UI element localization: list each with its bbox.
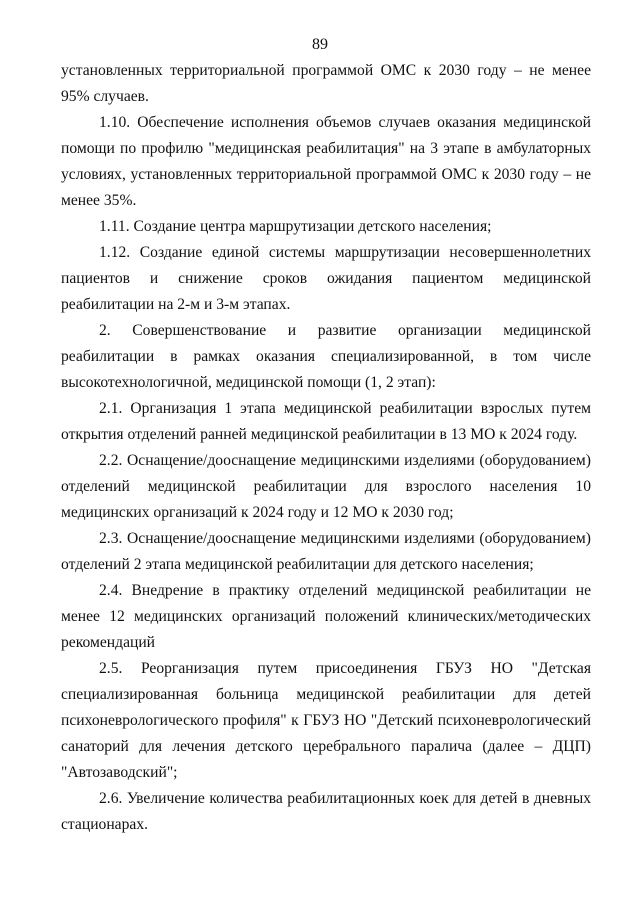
paragraph-2-1: 2.1. Организация 1 этапа медицинской реабилитации взрослых путем открытия отделений ранней медицинской реабилитации в 13 МО к 2024 году.: [61, 400, 591, 443]
paragraph-2: 2. Совершенствование и развитие организации медицинской реабилитации в рамках оказания специализированной, в том числе высокотехнологичной, медицинской помощи (1, 2 этап):: [61, 322, 591, 391]
paragraph-2-5: 2.5. Реорганизация путем присоединения ГБУЗ НО "Детская специализированная больница медицинской реабилитации для детей психоневрологического профиля" к ГБУЗ НО "Детский психоневрологический санаторий для лечения детского церебрального паралича (далее – ДЦП) "Автозаводский";: [61, 660, 591, 781]
paragraph-1-10: 1.10. Обеспечение исполнения объемов случаев оказания медицинской помощи по профилю "медицинская реабилитация" на 3 этапе в амбулаторных условиях, установленных территориальной программой ОМС к 2030 году – не менее 35%.: [61, 114, 591, 209]
page-number: 89: [312, 36, 328, 53]
paragraph-2-6: 2.6. Увеличение количества реабилитационных коек для детей в дневных стационарах.: [61, 790, 591, 833]
paragraph-2-4: 2.4. Внедрение в практику отделений медицинской реабилитации не менее 12 медицинских организаций положений клинических/методических рекомендаций: [61, 582, 591, 651]
paragraph-continuation: установленных территориальной программой ОМС к 2030 году – не менее 95% случаев.: [61, 62, 591, 105]
paragraph-2-2: 2.2. Оснащение/дооснащение медицинскими изделиями (оборудованием) отделений медицинской реабилитации для взрослого населения 10 медицинских организаций к 2024 году и 12 МО к 2030 год;: [61, 452, 591, 521]
paragraph-2-3: 2.3. Оснащение/дооснащение медицинскими изделиями (оборудованием) отделений 2 этапа медицинской реабилитации для детского населения;: [61, 530, 591, 573]
document-body: [61, 58, 591, 838]
paragraph-1-12: 1.12. Создание единой системы маршрутизации несовершеннолетних пациентов и снижение сроков ожидания пациентом медицинской реабилитации на 2-м и 3-м этапах.: [61, 244, 591, 313]
paragraph-1-11: 1.11. Создание центра маршрутизации детского населения;: [99, 218, 492, 235]
